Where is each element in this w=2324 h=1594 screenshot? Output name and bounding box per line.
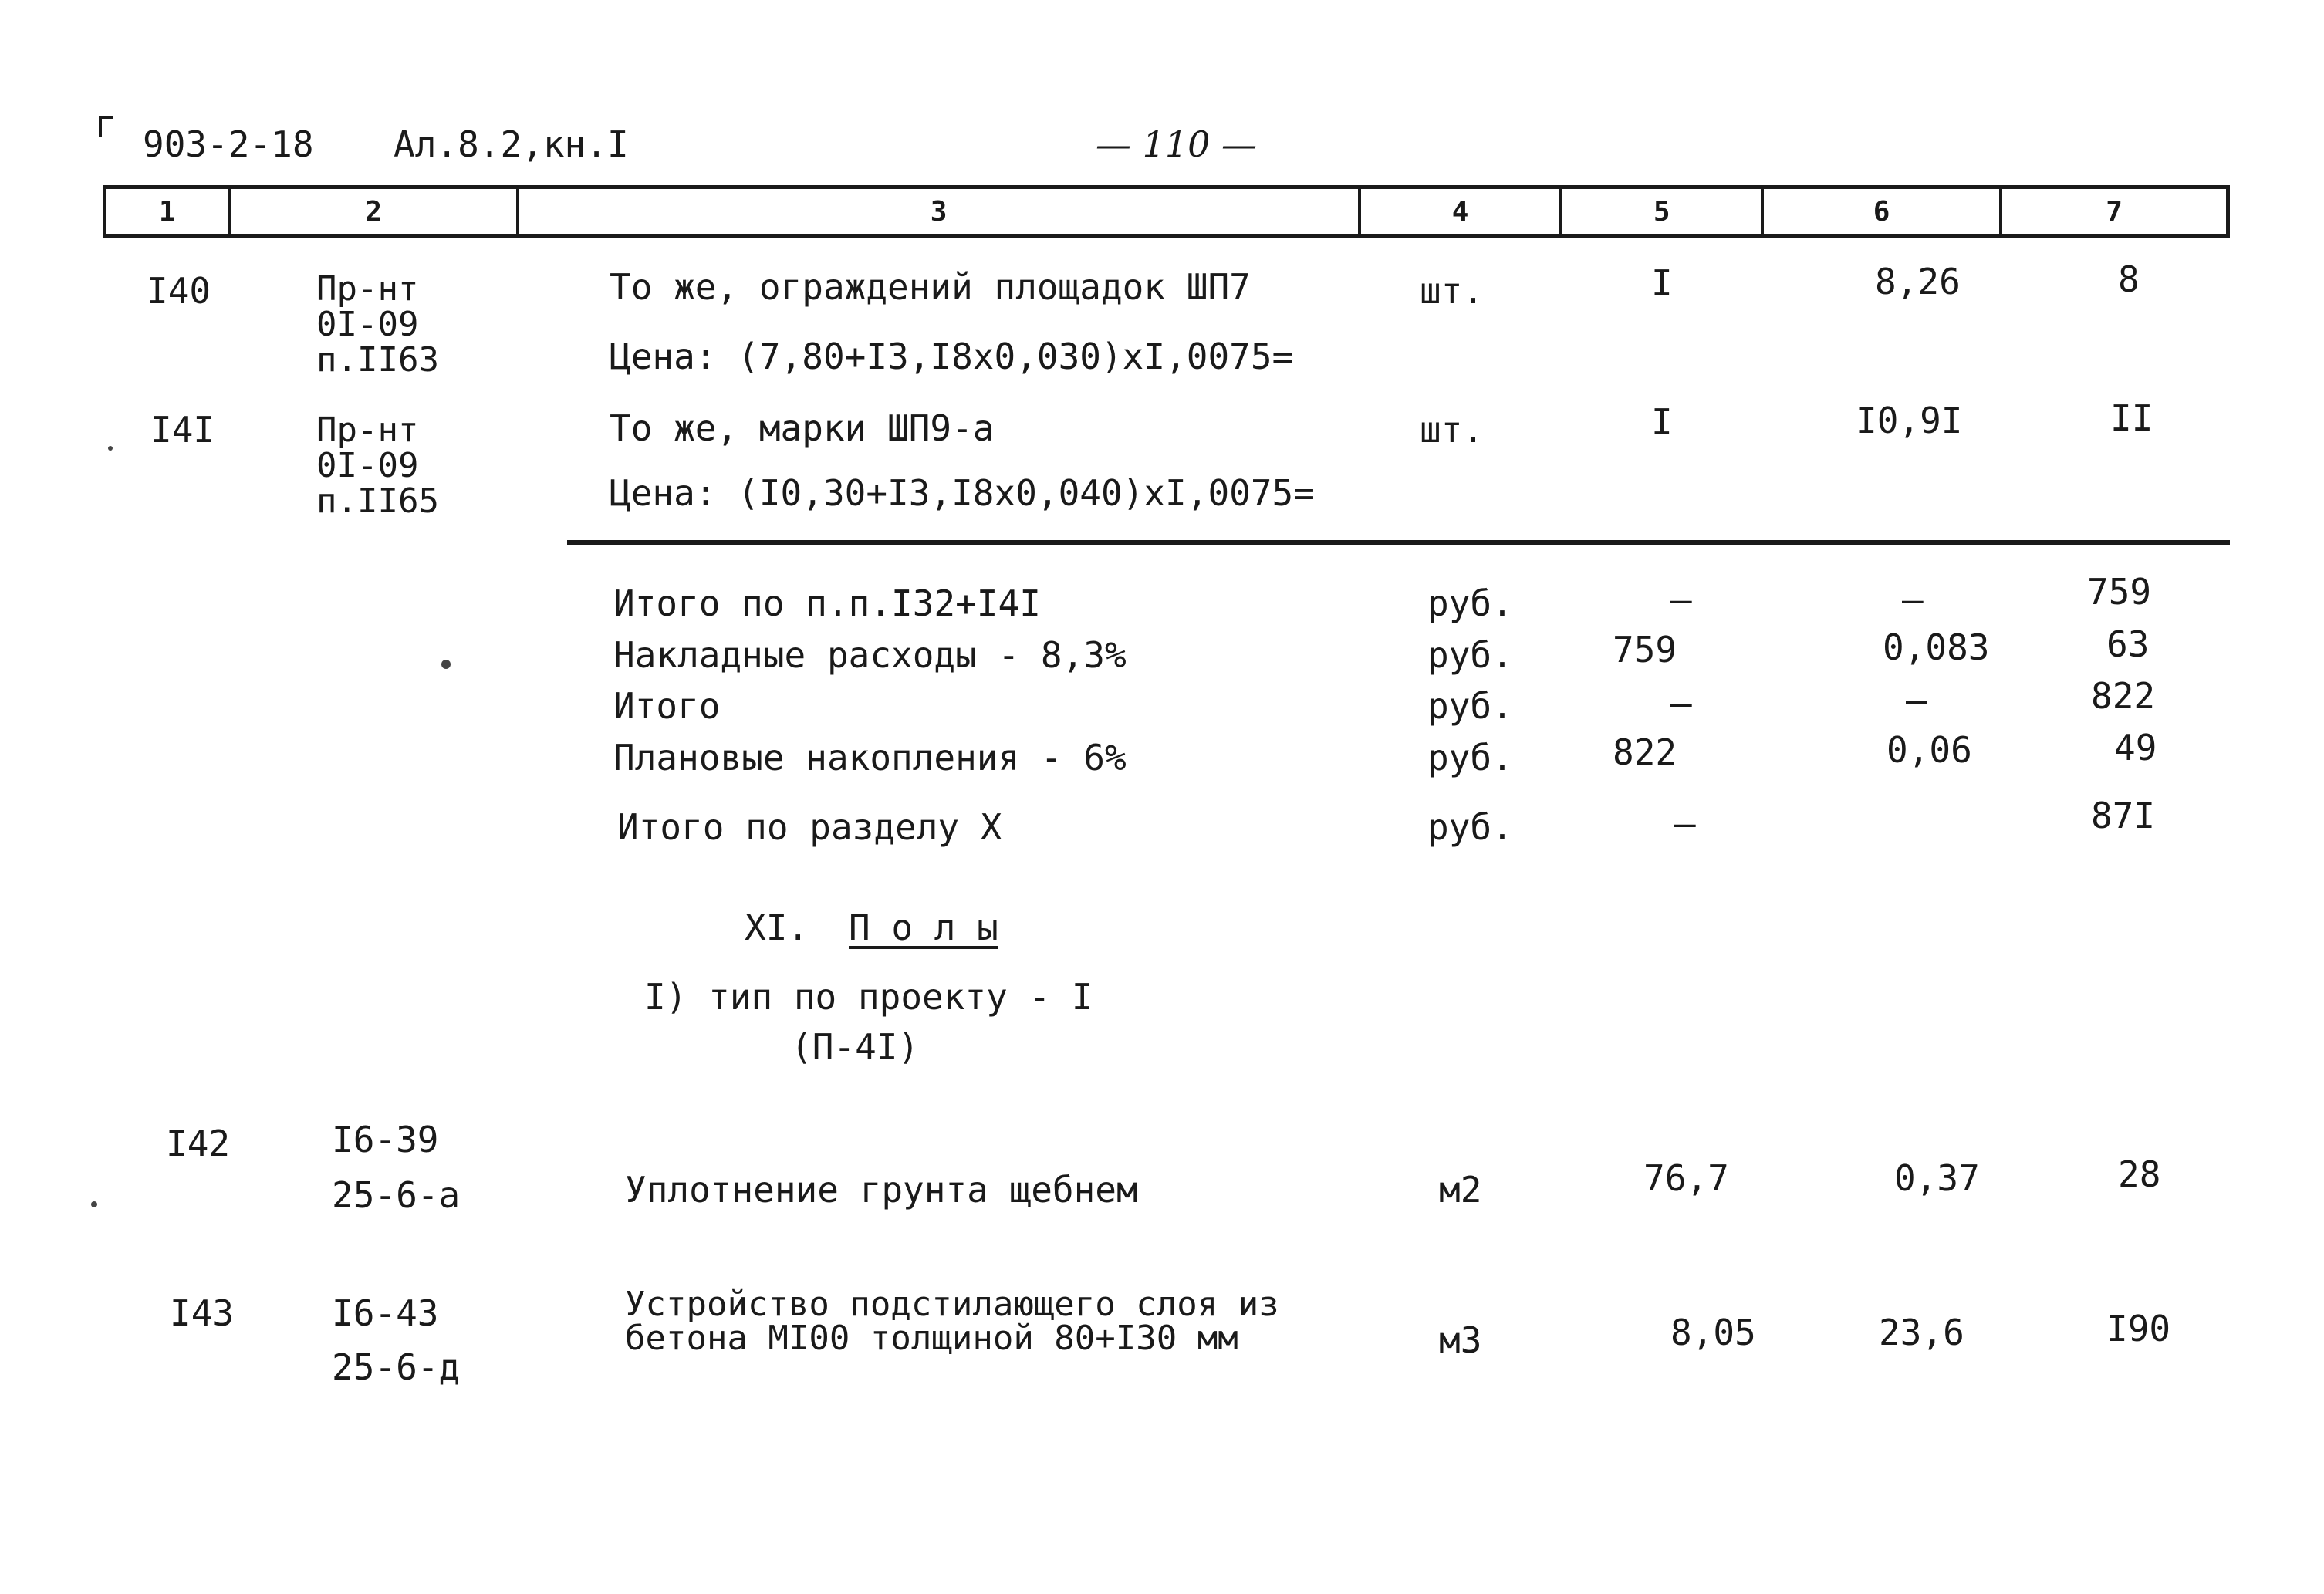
row-142-code-1: I6-39 — [332, 1119, 439, 1160]
summary-c5-3: – — [1670, 682, 1692, 724]
summary-c5-5: – — [1674, 802, 1696, 844]
section-number: XI. — [745, 907, 809, 948]
column-header-5: 5 — [1562, 189, 1764, 234]
scan-speck — [441, 660, 451, 669]
row-142-description: Уплотнение грунта щебнем — [625, 1169, 1138, 1211]
column-header-4: 4 — [1361, 189, 1562, 234]
column-header-table — [103, 185, 2230, 238]
row-142-price: 0,37 — [1894, 1157, 1980, 1199]
row-143-price: 23,6 — [1879, 1312, 1964, 1353]
row-141-unit: шт. — [1420, 409, 1485, 451]
column-header-3: 3 — [519, 189, 1361, 234]
summary-unit-3: руб. — [1427, 685, 1513, 727]
row-140-description: То же, ограждений площадок ШП7 — [610, 266, 1251, 308]
row-140-unit: шт. — [1420, 270, 1485, 312]
row-141-price: I0,9I — [1856, 400, 1963, 441]
summary-unit-1: руб. — [1427, 583, 1513, 624]
summary-c5-2: 759 — [1613, 629, 1677, 670]
summary-c7-2: 63 — [2106, 623, 2150, 665]
row-143-num: I43 — [170, 1292, 235, 1334]
row-141-qty: I — [1651, 401, 1673, 443]
row-143-description-2: бетона МI00 толщиной 80+I30 мм — [625, 1319, 1238, 1358]
summary-c6-3: – — [1906, 679, 1927, 721]
summary-c5-4: 822 — [1613, 731, 1677, 773]
section-title: П о л ы — [849, 907, 998, 948]
row-140-code-1: Пр-нт — [316, 269, 419, 309]
row-142-qty: 76,7 — [1643, 1157, 1729, 1199]
summary-label-1: Итого по п.п.I32+I4I — [613, 583, 1041, 624]
row-140-price: 8,26 — [1875, 261, 1961, 302]
row-143-code-1: I6-43 — [332, 1292, 439, 1334]
column-header-6: 6 — [1764, 189, 2002, 234]
section-subtitle: I) тип по проекту - I — [644, 976, 1093, 1018]
summary-c7-3: 822 — [2091, 675, 2156, 717]
row-141-num: I4I — [150, 409, 215, 451]
page-number: — 110 — — [1096, 123, 1258, 165]
summary-unit-5: руб. — [1427, 806, 1513, 848]
row-140-code-3: п.II63 — [316, 340, 439, 380]
row-141-code-1: Пр-нт — [316, 410, 419, 450]
row-140-price-formula: Цена: (7,80+I3,I8x0,030)xI,0075= — [610, 336, 1294, 377]
summary-label-3: Итого — [613, 685, 721, 727]
summary-c6-4: 0,06 — [1887, 729, 1972, 771]
row-143-description-1: Устройство подстилающего слоя из — [625, 1285, 1279, 1324]
summary-c5-1: – — [1670, 579, 1692, 620]
row-143-total: I90 — [2106, 1308, 2171, 1349]
summary-label-4: Плановые накопления - 6% — [613, 737, 1127, 778]
summary-c7-1: 759 — [2087, 571, 2152, 613]
summary-c6-2: 0,083 — [1883, 626, 1990, 668]
row-141-description: То же, марки ШП9-а — [610, 407, 995, 449]
row-140-qty: I — [1651, 262, 1673, 304]
doc-code: 903-2-18 — [143, 123, 314, 165]
scan-speck — [108, 446, 113, 451]
album-ref: Ал.8.2,кн.I — [394, 123, 629, 165]
column-header-2: 2 — [231, 189, 519, 234]
column-header-1: 1 — [106, 189, 231, 234]
row-142-code-2: 25-6-а — [332, 1174, 461, 1216]
summary-label-5: Итого по разделу X — [617, 806, 1002, 848]
row-141-price-formula: Цена: (I0,30+I3,I8x0,040)xI,0075= — [610, 472, 1315, 514]
row-142-unit: м2 — [1439, 1169, 1482, 1211]
row-140-num: I40 — [147, 270, 211, 312]
row-143-code-2: 25-6-д — [332, 1346, 461, 1388]
column-header-7: 7 — [2106, 195, 2123, 228]
summary-c7-4: 49 — [2114, 727, 2157, 768]
row-141-code-3: п.II65 — [316, 481, 439, 521]
row-140-total: 8 — [2118, 258, 2140, 300]
scan-speck — [91, 1201, 97, 1207]
summary-c6-1: – — [1902, 579, 1924, 620]
summary-unit-2: руб. — [1427, 634, 1513, 676]
row-143-unit: м3 — [1439, 1319, 1482, 1361]
section-subcode: (П-4I) — [791, 1026, 920, 1068]
summary-label-2: Накладные расходы - 8,3% — [613, 634, 1127, 676]
corner-mark — [99, 116, 113, 137]
row-143-qty: 8,05 — [1670, 1312, 1756, 1353]
summary-unit-4: руб. — [1427, 737, 1513, 778]
row-141-code-2: 0I-09 — [316, 446, 419, 485]
row-142-num: I42 — [166, 1123, 231, 1164]
summary-separator-line — [567, 540, 2230, 545]
row-140-code-2: 0I-09 — [316, 305, 419, 344]
summary-c7-5: 87I — [2091, 795, 2156, 836]
row-141-total: II — [2110, 397, 2153, 439]
row-142-total: 28 — [2118, 1153, 2161, 1195]
